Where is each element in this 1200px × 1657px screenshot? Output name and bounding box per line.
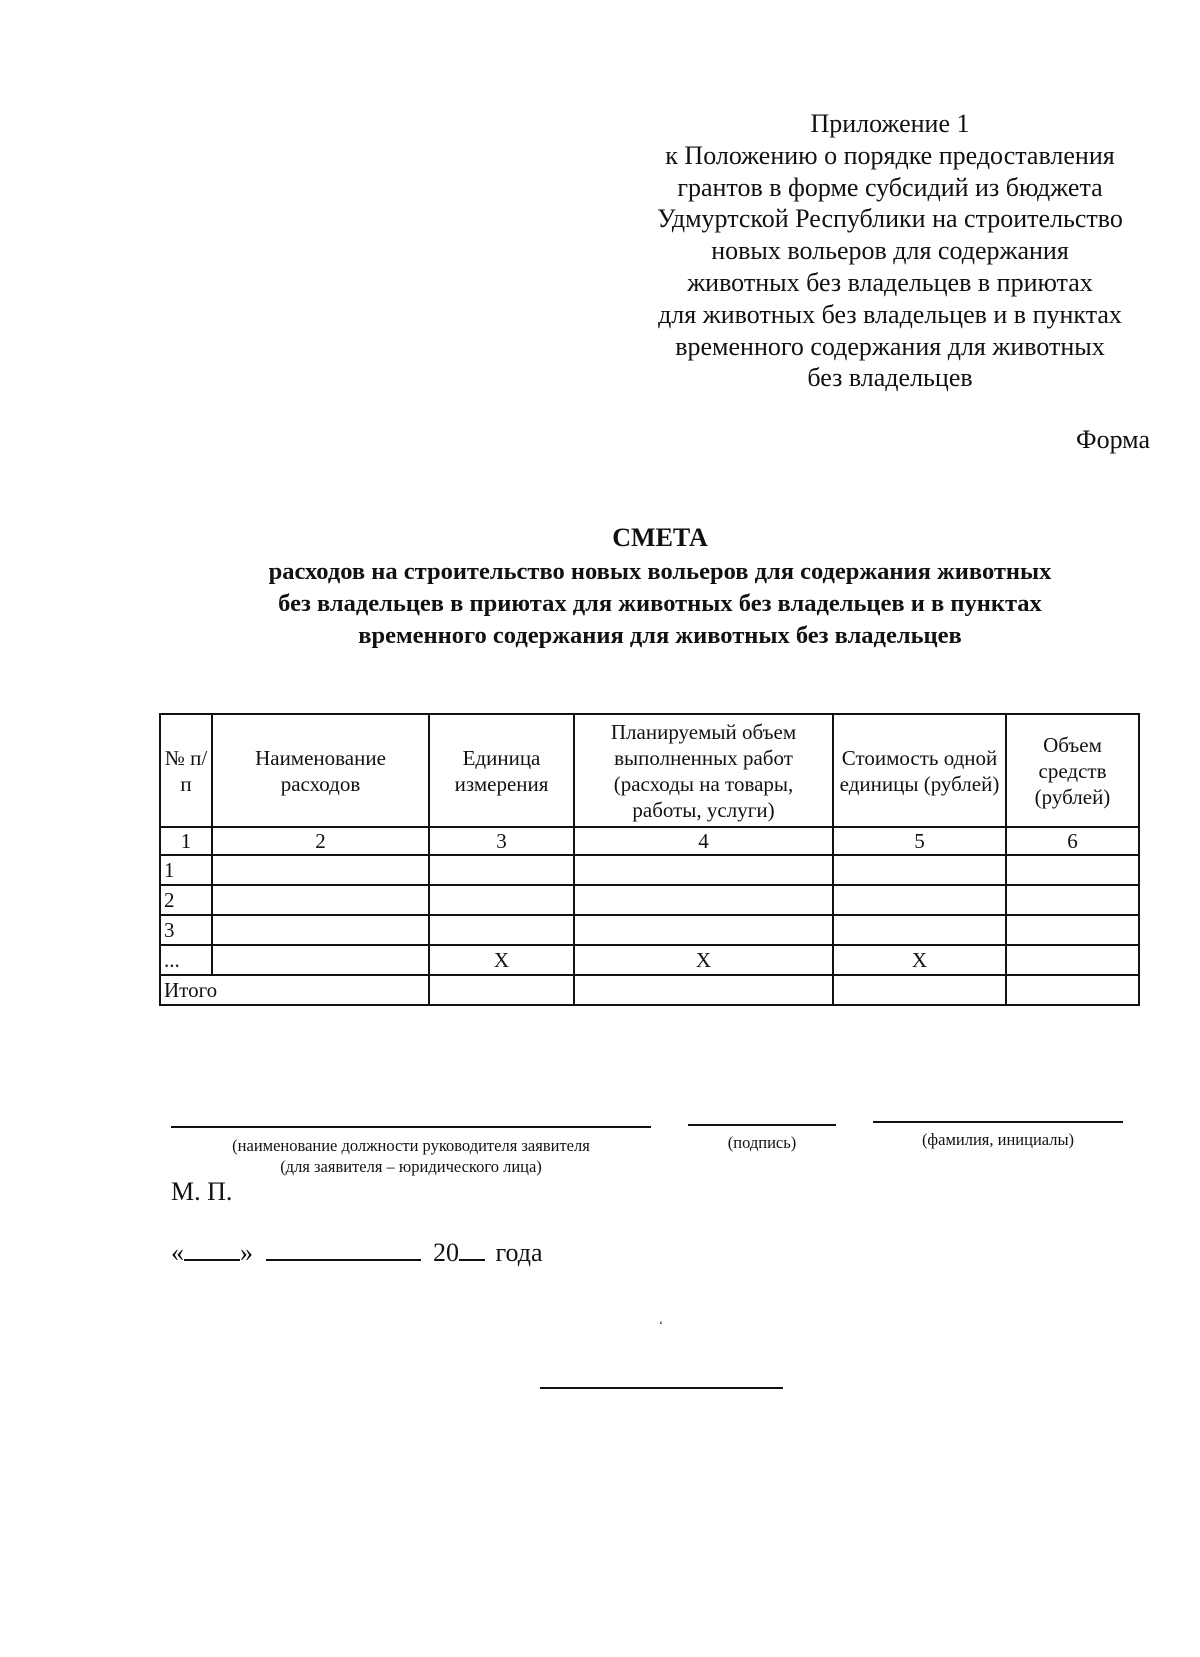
table-cell: X (574, 945, 833, 975)
table-cell (1006, 975, 1139, 1005)
date-close-quote: » (240, 1238, 253, 1267)
table-cell (212, 885, 429, 915)
table-cell (833, 975, 1006, 1005)
table-cell (212, 945, 429, 975)
table-cell (574, 975, 833, 1005)
table-row (160, 855, 1139, 885)
header-volume: Планируемый объем выполненных работ (расходы на товары, работы, услуги) (574, 714, 833, 827)
table-cell (574, 855, 833, 885)
column-number: 5 (833, 827, 1006, 855)
appendix-line: Приложение 1 (810, 109, 970, 138)
position-caption-line: (наименование должности руководителя заявителя (232, 1136, 590, 1155)
subtitle-line: без владельцев в приютах для животных без владельцев и в пунктах (278, 590, 1042, 617)
table-cell (574, 915, 833, 945)
stray-mark: ‘ (659, 1318, 663, 1332)
table-cell: ... (160, 945, 212, 975)
table-cell: 2 (160, 885, 212, 915)
year-prefix: 20 (433, 1238, 459, 1267)
table-cell (429, 915, 574, 945)
header-no: № п/п (160, 714, 212, 827)
appendix-line: временного содержания для животных (675, 331, 1105, 361)
column-number: 2 (212, 827, 429, 855)
signature-caption: (подпись) (727, 1133, 797, 1152)
name-signature-line (873, 1121, 1123, 1123)
table-cell: 3 (160, 915, 212, 945)
table-cell (1006, 915, 1139, 945)
table-cell (833, 855, 1006, 885)
table-cell (833, 885, 1006, 915)
header-unit: Единица измерения (429, 714, 574, 827)
appendix-line: для животных без владельцев и в пунктах (658, 299, 1122, 329)
name-caption: (фамилия, инициалы) (921, 1130, 1075, 1149)
appendix-line: новых вольеров для содержания (711, 236, 1069, 266)
appendix-line: без владельцев (807, 363, 973, 393)
table-cell (429, 885, 574, 915)
table-cell: 1 (160, 855, 212, 885)
appendix-header (600, 108, 1180, 394)
appendix-line: Удмуртской Республики на строительство (657, 204, 1123, 234)
table-cell (212, 855, 429, 885)
column-number: 1 (160, 827, 212, 855)
total-row (160, 975, 1139, 1005)
table-cell (212, 915, 429, 945)
month-blank (266, 1237, 421, 1261)
column-number: 3 (429, 827, 574, 855)
header-unit-cost: Стоимость одной единицы (рублей) (833, 714, 1006, 827)
table-cell: X (833, 945, 1006, 975)
appendix-line: к Положению о порядке предоставления (665, 140, 1115, 170)
column-number: 6 (1006, 827, 1139, 855)
document-title-block (150, 520, 1170, 652)
header-name: Наименование расходов (212, 714, 429, 827)
column-number-row (160, 827, 1139, 855)
bottom-separator-line (540, 1387, 783, 1389)
table-row (160, 885, 1139, 915)
stamp-label: М. П. (171, 1177, 233, 1206)
table-cell (429, 975, 574, 1005)
table-cell (574, 885, 833, 915)
column-number: 4 (574, 827, 833, 855)
table-header-row (160, 714, 1139, 827)
document-subtitle (150, 556, 1170, 652)
document-title: СМЕТА (612, 523, 708, 552)
date-line (171, 1237, 543, 1268)
table-row (160, 945, 1139, 975)
day-blank (184, 1237, 240, 1261)
total-label: Итого (160, 975, 429, 1005)
table-cell (833, 915, 1006, 945)
appendix-line: грантов в форме субсидий из бюджета (677, 172, 1103, 202)
subtitle-line: расходов на строительство новых вольеров для содержания животных (268, 558, 1052, 585)
position-signature-line (171, 1126, 651, 1128)
signature-line (688, 1124, 836, 1126)
estimate-table (159, 713, 1140, 1006)
table-cell (1006, 885, 1139, 915)
table-cell (429, 855, 574, 885)
subtitle-line: временного содержания для животных без владельцев (358, 622, 962, 649)
year-suffix: года (495, 1238, 543, 1267)
date-open-quote: « (171, 1238, 184, 1267)
form-label: Форма (1076, 425, 1150, 454)
header-total: Объем средств (рублей) (1006, 714, 1139, 827)
table-cell: X (429, 945, 574, 975)
appendix-line: животных без владельцев в приютах (687, 267, 1093, 297)
table-cell (1006, 945, 1139, 975)
position-caption-line: (для заявителя – юридического лица) (280, 1157, 542, 1176)
position-caption (171, 1135, 651, 1177)
table-cell (1006, 855, 1139, 885)
year-blank (459, 1237, 485, 1261)
table-row (160, 915, 1139, 945)
